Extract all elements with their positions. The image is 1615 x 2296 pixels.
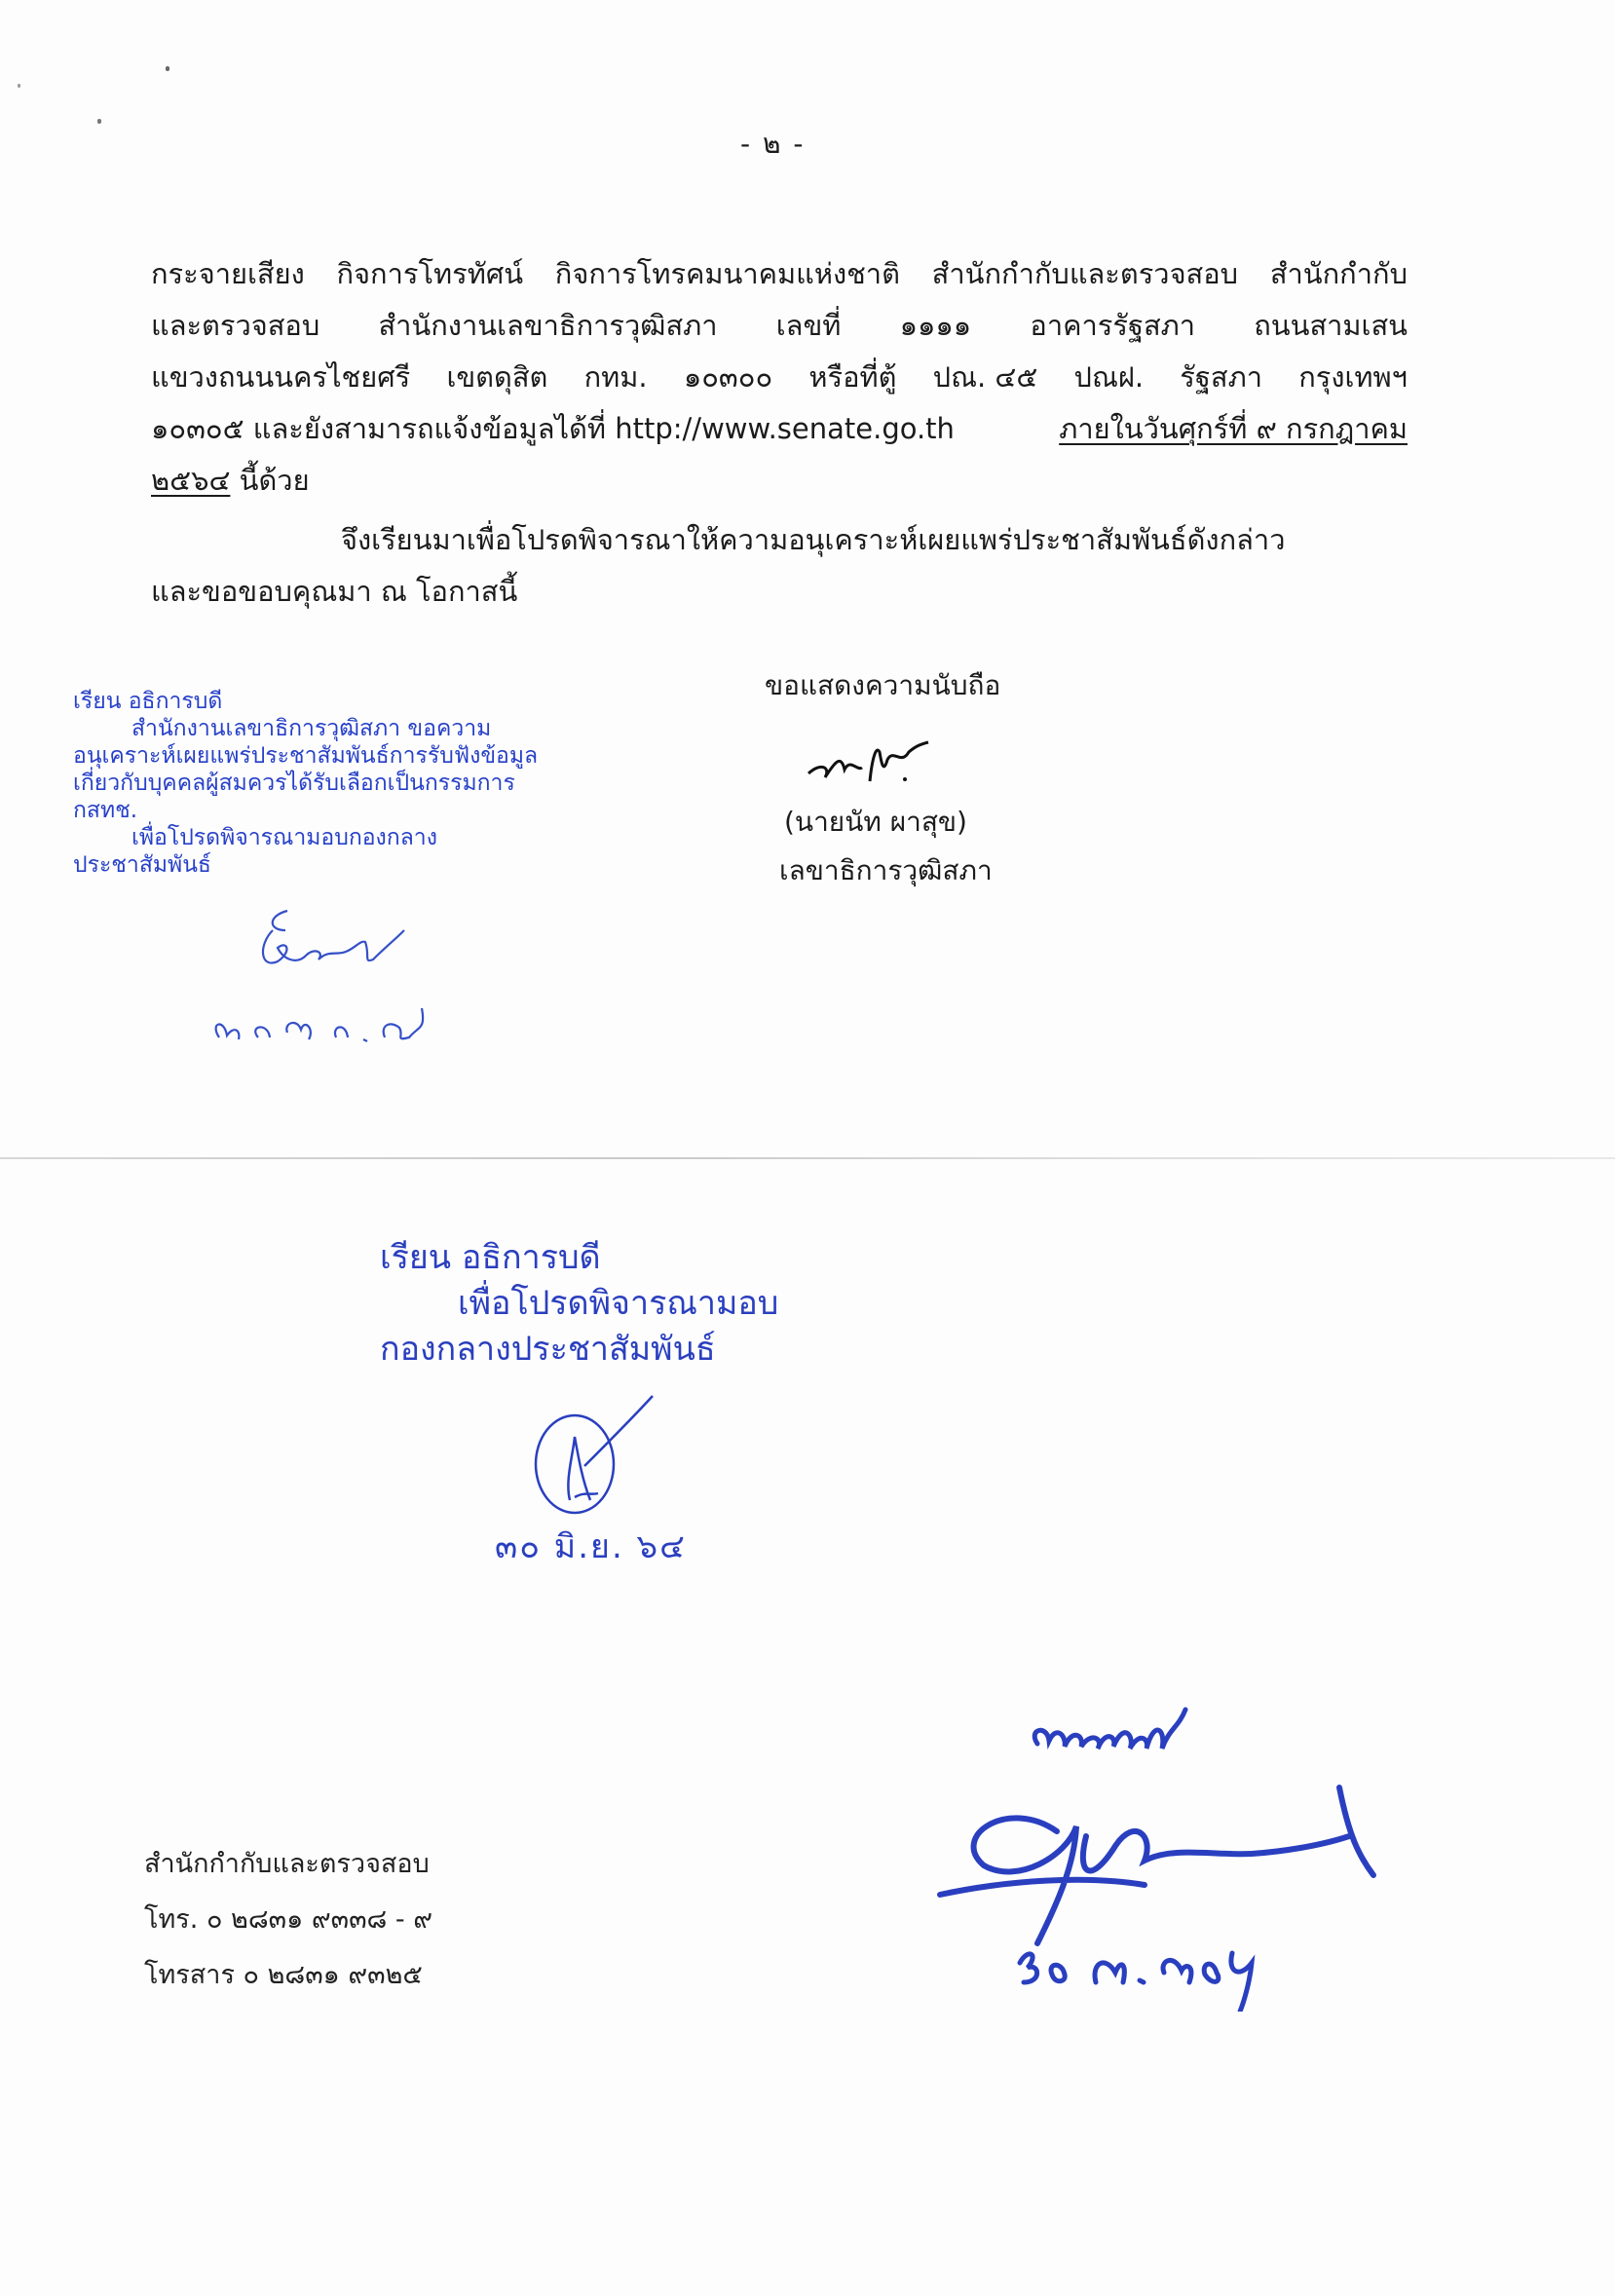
body-line-2 xyxy=(151,300,1408,352)
note-line: กสทช. xyxy=(73,798,138,823)
body-word: รัฐสภา xyxy=(1180,360,1262,394)
body-word: กรุงเทพฯ xyxy=(1298,360,1408,394)
scan-speck xyxy=(97,119,101,124)
deadline-year-underlined: ๒๕๖๔ xyxy=(151,464,231,497)
body-word: สำนักกำกับและตรวจสอบ xyxy=(931,257,1239,290)
closing-line-2 xyxy=(151,566,517,618)
note-line: สำนักงานเลขาธิการวุฒิสภา ขอความ xyxy=(131,716,492,741)
deadline-underlined: ภายในวันศุกร์ที่ ๙ กรกฎาคม xyxy=(1059,412,1408,445)
body-word: ถนนสามเสน xyxy=(1254,309,1408,342)
body-word: เลขที่ xyxy=(775,309,842,342)
body-word: ปณฝ. xyxy=(1073,360,1145,394)
stamp-note-line: กองกลางประชาสัมพันธ์ xyxy=(380,1330,716,1369)
handwritten-initials-left xyxy=(200,901,453,1072)
body-word: กทม. xyxy=(583,360,648,394)
note-line: เรียน อธิการบดี xyxy=(73,689,223,714)
handwritten-signature-secretary xyxy=(804,723,940,791)
body-word: กิจการโทรคมนาคมแห่งชาติ xyxy=(554,257,900,290)
signer-name: (นายนัท ผาสุข) xyxy=(784,806,967,838)
salutation: ขอแสดงความนับถือ xyxy=(765,669,1001,701)
stamp-note-line: เรียน อธิการบดี xyxy=(380,1238,601,1277)
body-word: ๑๑๑๑ xyxy=(899,309,972,342)
body-line-5 xyxy=(151,455,310,507)
body-word: ๑๐๓๐๐ xyxy=(683,360,773,394)
signer-position: เลขาธิการวุฒิสภา xyxy=(779,854,993,886)
handwritten-assignment-note xyxy=(930,1690,1408,2012)
letter-body xyxy=(151,248,1417,638)
note-line: เพื่อโปรดพิจารณามอบกองกลาง xyxy=(131,825,437,850)
body-word: สำนักงานเลขาธิการวุฒิสภา xyxy=(378,309,718,342)
body-word: สำนักกำกับ xyxy=(1269,257,1408,290)
body-word: แขวงถนนนครไชยศรี xyxy=(151,360,411,394)
paper-fold-line xyxy=(0,1157,1615,1159)
body-word: กิจการโทรทัศน์ xyxy=(336,257,524,290)
body-word: กระจายเสียง xyxy=(151,257,305,290)
body-text-segment: ๑๐๓๐๕ และยังสามารถแจ้งข้อมูลได้ที่ http://www.senate.go.th xyxy=(151,412,955,445)
routing-note-stamp xyxy=(380,1235,778,1373)
note-line: ประชาสัมพันธ์ xyxy=(73,852,211,878)
body-word: หรือที่ตู้ xyxy=(808,360,897,394)
body-word: เขตดุสิต xyxy=(446,360,548,394)
note-line: เกี่ยวกับบุคคลผู้สมควรได้รับเลือกเป็นกรรมการ xyxy=(73,771,515,796)
footer-fax: โทรสาร ๐ ๒๘๓๑ ๙๓๒๕ xyxy=(144,1960,423,1990)
stamp-date: ๓๐ มิ.ย. ๖๔ xyxy=(495,1527,687,1566)
body-text-segment: นี้ด้วย xyxy=(230,464,310,497)
body-line-3 xyxy=(151,352,1408,403)
body-word: และตรวจสอบ xyxy=(151,309,320,342)
closing-line-1 xyxy=(341,514,1285,566)
routing-note-left xyxy=(73,688,619,879)
closing-text: และขอขอบคุณมา ณ โอกาสนี้ xyxy=(151,575,518,608)
note-line: อนุเคราะห์เผยแพร่ประชาสัมพันธ์การรับฟังข้อมูล xyxy=(73,743,539,769)
stamp-note-line: เพื่อโปรดพิจารณามอบ xyxy=(458,1284,779,1323)
closing-text: จึงเรียนมาเพื่อโปรดพิจารณาให้ความอนุเคราะห์เผยแพร่ประชาสัมพันธ์ดังกล่าว xyxy=(341,523,1286,556)
footer-tel: โทร. ๐ ๒๘๓๑ ๙๓๓๘ - ๙ xyxy=(144,1904,433,1935)
scan-speck xyxy=(18,84,20,88)
footer-contact xyxy=(144,1836,432,2003)
handwritten-signature-stamp xyxy=(526,1388,662,1520)
scan-speck xyxy=(166,66,169,71)
footer-office: สำนักกำกับและตรวจสอบ xyxy=(144,1849,430,1879)
body-word: ปณ. ๔๕ xyxy=(932,360,1038,394)
page-number: - ๒ - xyxy=(740,128,806,160)
body-line-4 xyxy=(151,403,1408,455)
body-word: อาคารรัฐสภา xyxy=(1030,309,1196,342)
body-line-1 xyxy=(151,248,1408,300)
